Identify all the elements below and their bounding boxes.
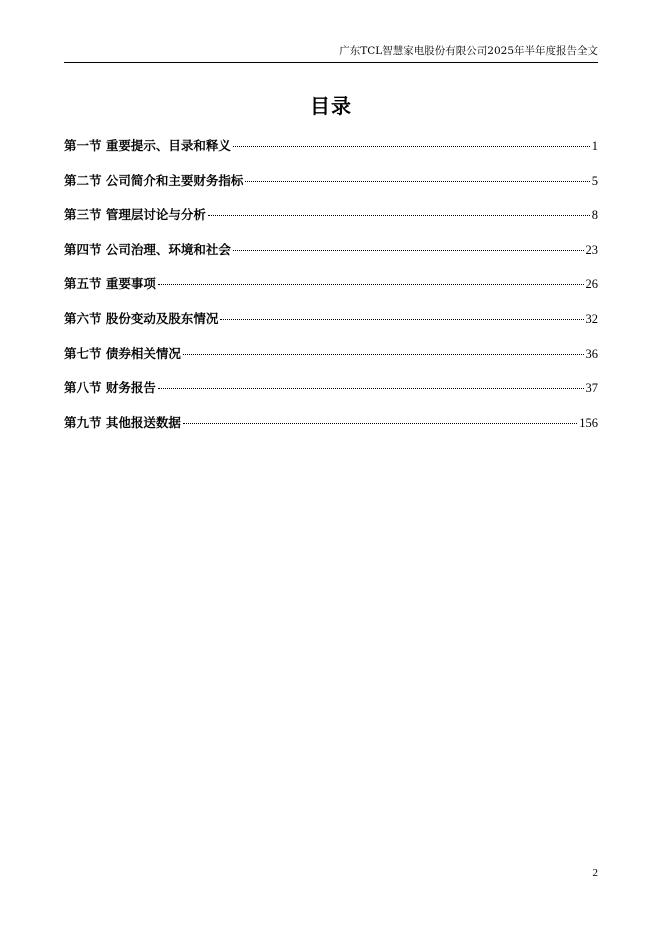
toc-entry[interactable] xyxy=(64,171,598,206)
header-title: 广东TCL智慧家电股份有限公司2025年半年度报告全文 xyxy=(339,45,598,57)
toc-entry[interactable] xyxy=(64,205,598,240)
toc-entry-label: 第二节 公司简介和主要财务指标 xyxy=(64,172,244,188)
toc-entry[interactable] xyxy=(64,378,598,413)
toc-entry-page: 23 xyxy=(585,242,598,257)
toc-entry-label: 第三节 管理层讨论与分析 xyxy=(64,207,206,223)
dot-leader xyxy=(158,388,584,389)
toc-entry-label: 第六节 股份变动及股东情况 xyxy=(64,310,219,326)
toc-entry[interactable] xyxy=(64,309,598,344)
toc-entry-label: 第五节 重要事项 xyxy=(64,276,156,292)
toc-entry-page: 36 xyxy=(585,346,598,361)
toc-entry-page: 26 xyxy=(585,277,598,292)
page-number: 2 xyxy=(592,867,598,879)
toc-entry-label: 第四节 公司治理、环境和社会 xyxy=(64,241,231,257)
table-of-contents xyxy=(64,136,598,447)
toc-entry-label: 第一节 重要提示、目录和释义 xyxy=(64,138,231,153)
dot-leader xyxy=(158,284,584,285)
toc-entry-label: 第九节 其他报送数据 xyxy=(64,414,181,430)
toc-entry[interactable] xyxy=(64,274,598,309)
toc-entry-page: 5 xyxy=(591,173,598,188)
toc-entry[interactable] xyxy=(64,344,598,379)
toc-entry-page: 8 xyxy=(591,208,598,223)
page-header xyxy=(64,42,598,63)
dot-leader xyxy=(183,423,577,424)
dot-leader xyxy=(233,250,584,251)
toc-entry[interactable] xyxy=(64,413,598,448)
toc-entry[interactable] xyxy=(64,136,598,171)
toc-entry[interactable] xyxy=(64,240,598,275)
toc-entry-page: 156 xyxy=(579,415,598,430)
dot-leader xyxy=(245,181,589,182)
dot-leader xyxy=(220,319,583,320)
toc-entry-label: 第八节 财务报告 xyxy=(64,380,156,396)
dot-leader xyxy=(208,215,590,216)
toc-entry-page: 32 xyxy=(585,311,598,326)
toc-entry-label: 第七节 债券相关情况 xyxy=(64,345,181,361)
dot-leader xyxy=(233,146,590,147)
toc-entry-page: 37 xyxy=(585,381,598,396)
toc-title: 目录 xyxy=(310,94,352,118)
toc-entry-page: 1 xyxy=(591,139,598,153)
dot-leader xyxy=(183,354,584,355)
